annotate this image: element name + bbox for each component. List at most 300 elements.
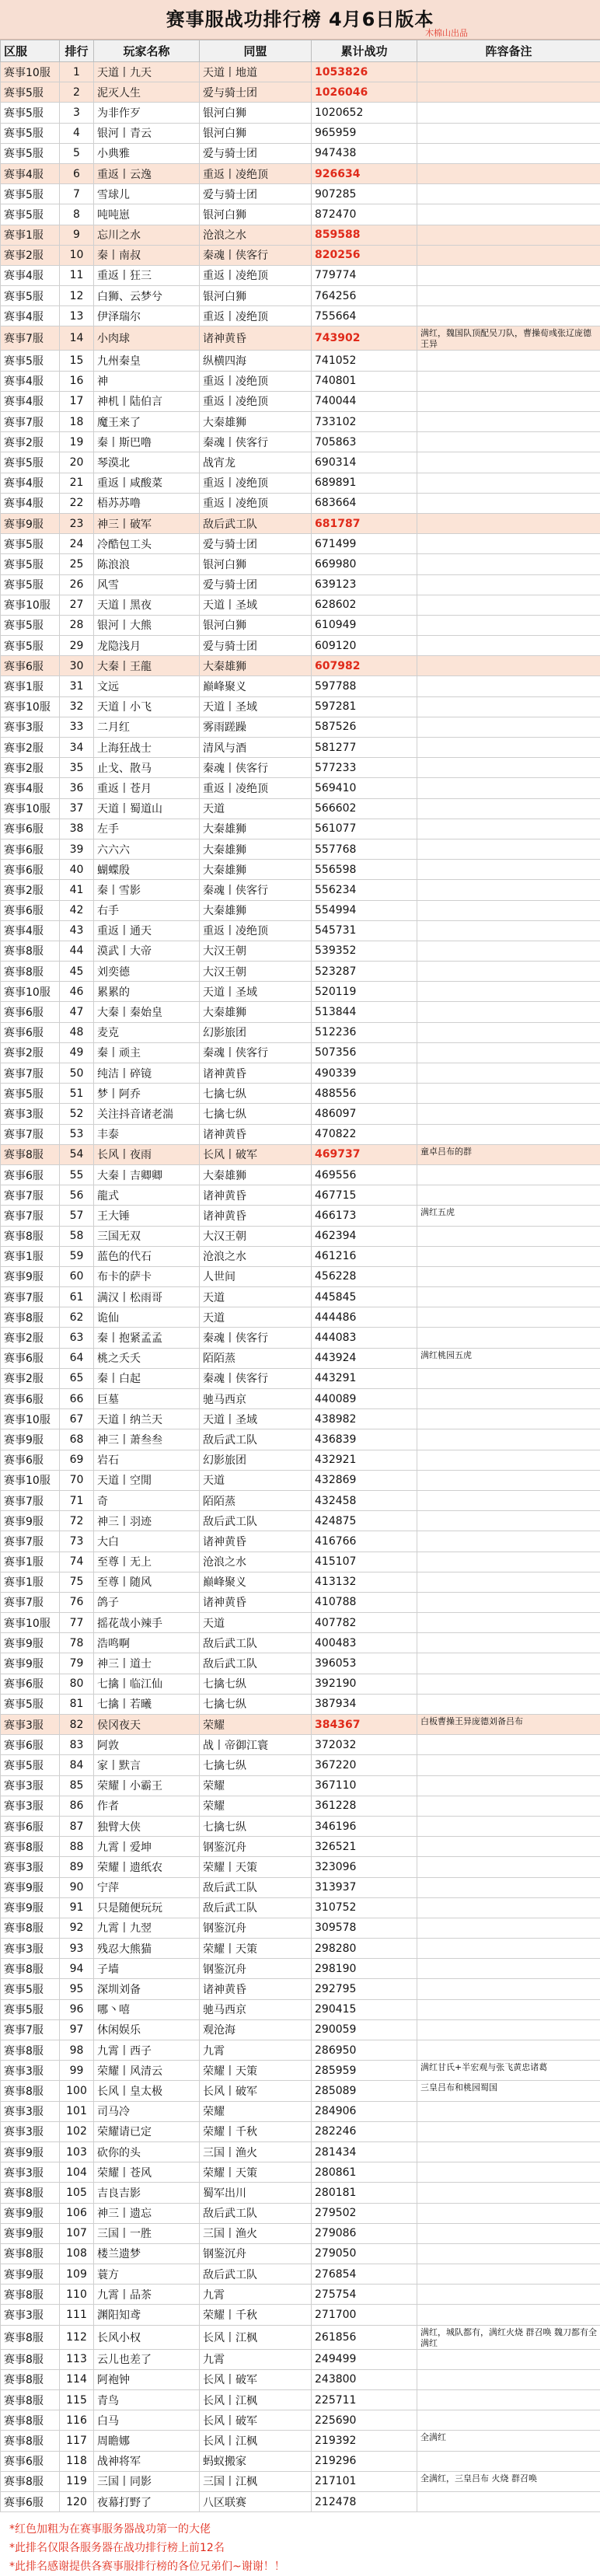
cell-alliance: 诸神黄昏	[200, 1063, 312, 1084]
cell-rank: 33	[60, 717, 94, 737]
cell-note	[417, 2264, 600, 2285]
cell-note	[417, 62, 600, 82]
cell-rank: 91	[60, 1897, 94, 1918]
cell-alliance: 钢鉴沉舟	[200, 1837, 312, 1857]
table-row	[1, 452, 600, 473]
table-row	[1, 554, 600, 574]
cell-server: 赛事8服	[1, 1918, 60, 1938]
cell-alliance: 重返丨凌绝顶	[200, 920, 312, 941]
cell-server: 赛事3服	[1, 1796, 60, 1816]
cell-alliance: 大秦雄狮	[200, 819, 312, 839]
cell-server: 赛事8服	[1, 1307, 60, 1328]
cell-alliance: 敌后武工队	[200, 1877, 312, 1897]
cell-alliance: 长风丨破军	[200, 1144, 312, 1164]
cell-server: 赛事2服	[1, 1328, 60, 1348]
cell-note	[417, 143, 600, 163]
table-row	[1, 2183, 600, 2203]
table-row	[1, 1368, 600, 1388]
cell-player: 白狮、云梦兮	[94, 286, 200, 306]
cell-player: 忘川之水	[94, 225, 200, 245]
cell-note	[417, 1694, 600, 1714]
cell-note	[417, 1755, 600, 1775]
cell-player: 天道丨小飞	[94, 696, 200, 717]
cell-player: 漠武丨大帝	[94, 941, 200, 961]
table-row	[1, 2349, 600, 2369]
cell-server: 赛事7服	[1, 1287, 60, 1307]
cell-player: 只是随便玩玩	[94, 1897, 200, 1918]
cell-note	[417, 636, 600, 656]
cell-rank: 70	[60, 1470, 94, 1490]
table-row	[1, 2325, 600, 2349]
cell-value: 367220	[312, 1755, 417, 1775]
cell-server: 赛事3服	[1, 2101, 60, 2121]
cell-rank: 49	[60, 1042, 94, 1063]
cell-alliance: 清风与酒	[200, 738, 312, 758]
cell-note	[417, 1918, 600, 1938]
cell-server: 赛事10服	[1, 982, 60, 1002]
cell-player: 荣耀丨苍风	[94, 2162, 200, 2183]
table-row	[1, 306, 600, 326]
cell-player: 伊泽瑞尔	[94, 306, 200, 326]
table-row	[1, 2264, 600, 2285]
cell-server: 赛事9服	[1, 1429, 60, 1450]
cell-value: 249499	[312, 2349, 417, 2369]
cell-rank: 103	[60, 2141, 94, 2162]
cell-alliance: 观沧海	[200, 2019, 312, 2040]
cell-player: 神三丨萧叁叁	[94, 1429, 200, 1450]
cell-note	[417, 2019, 600, 2040]
cell-player: 九霄丨九翌	[94, 1918, 200, 1938]
cell-server: 赛事9服	[1, 1633, 60, 1653]
cell-value: 298280	[312, 1939, 417, 1959]
table-row	[1, 615, 600, 635]
cell-rank: 25	[60, 554, 94, 574]
cell-player: 神三丨遗忘	[94, 2203, 200, 2223]
table-row	[1, 1002, 600, 1022]
table-row	[1, 245, 600, 265]
table-row	[1, 2410, 600, 2431]
cell-value: 384367	[312, 1715, 417, 1735]
table-row	[1, 1226, 600, 1246]
cell-rank: 15	[60, 351, 94, 371]
cell-player: 子墙	[94, 1959, 200, 1979]
cell-rank: 6	[60, 163, 94, 183]
cell-note	[417, 656, 600, 676]
cell-value: 561077	[312, 819, 417, 839]
cell-rank: 48	[60, 1022, 94, 1042]
cell-player: 蓝色的代石	[94, 1246, 200, 1266]
cell-note	[417, 1368, 600, 1388]
cell-alliance: 诸神黄昏	[200, 1206, 312, 1226]
table-row	[1, 225, 600, 245]
cell-server: 赛事4服	[1, 163, 60, 183]
cell-value: 820256	[312, 245, 417, 265]
table-row	[1, 982, 600, 1002]
cell-note	[417, 574, 600, 595]
table-row	[1, 1775, 600, 1796]
cell-server: 赛事9服	[1, 1897, 60, 1918]
cell-alliance: 沧浪之水	[200, 1246, 312, 1266]
cell-rank: 87	[60, 1816, 94, 1836]
cell-player: 神三丨羽迹	[94, 1511, 200, 1531]
cell-player: 风雪	[94, 574, 200, 595]
cell-value: 225690	[312, 2410, 417, 2431]
cell-alliance: 天道	[200, 1287, 312, 1307]
cell-rank: 5	[60, 143, 94, 163]
cell-note	[417, 2162, 600, 2183]
cell-alliance: 重返丨凌绝顶	[200, 163, 312, 183]
cell-server: 赛事6服	[1, 860, 60, 880]
cell-rank: 52	[60, 1104, 94, 1124]
cell-server: 赛事4服	[1, 778, 60, 798]
cell-rank: 65	[60, 1368, 94, 1388]
cell-alliance: 大秦雄狮	[200, 839, 312, 859]
cell-rank: 83	[60, 1735, 94, 1755]
cell-rank: 72	[60, 1511, 94, 1531]
cell-rank: 43	[60, 920, 94, 941]
cell-alliance: 陌陌蒸	[200, 1348, 312, 1368]
cell-alliance: 荣耀丨天策	[200, 1939, 312, 1959]
table-row	[1, 2040, 600, 2061]
cell-server: 赛事3服	[1, 2305, 60, 2325]
cell-rank: 3	[60, 103, 94, 123]
table-row	[1, 2451, 600, 2471]
cell-rank: 80	[60, 1674, 94, 1694]
cell-server: 赛事9服	[1, 1653, 60, 1674]
cell-player: 秦丨南叔	[94, 245, 200, 265]
cell-value: 275754	[312, 2285, 417, 2305]
cell-player: 九州秦皇	[94, 351, 200, 371]
cell-alliance: 三国丨江枫	[200, 2471, 312, 2491]
table-row	[1, 1063, 600, 1084]
cell-alliance: 银河白狮	[200, 204, 312, 225]
cell-server: 赛事10服	[1, 62, 60, 82]
cell-rank: 106	[60, 2203, 94, 2223]
cell-alliance: 九霄	[200, 2285, 312, 2305]
cell-note	[417, 1063, 600, 1084]
cell-value: 444083	[312, 1328, 417, 1348]
cell-alliance: 大汉王朝	[200, 1226, 312, 1246]
cell-player: 九霄丨爱坤	[94, 1837, 200, 1857]
cell-note: 满红桃园五虎	[417, 1348, 600, 1368]
cell-note	[417, 696, 600, 717]
table-row	[1, 326, 600, 351]
cell-server: 赛事2服	[1, 880, 60, 900]
cell-note	[417, 1511, 600, 1531]
cell-alliance: 长风丨江枫	[200, 2325, 312, 2349]
table-row	[1, 62, 600, 82]
cell-value: 545731	[312, 920, 417, 941]
cell-player: 雪球儿	[94, 184, 200, 204]
cell-rank: 90	[60, 1877, 94, 1897]
cell-player: 秦丨顽主	[94, 1042, 200, 1063]
cell-rank: 42	[60, 900, 94, 920]
table-body	[1, 62, 600, 2512]
cell-alliance: 敌后武工队	[200, 1511, 312, 1531]
cell-rank: 12	[60, 286, 94, 306]
table-row	[1, 574, 600, 595]
cell-rank: 16	[60, 371, 94, 391]
cell-value: 432458	[312, 1490, 417, 1510]
cell-alliance: 七擒七纵	[200, 1084, 312, 1104]
cell-note	[417, 245, 600, 265]
cell-player: 重返丨狂三	[94, 265, 200, 285]
cell-rank: 67	[60, 1409, 94, 1429]
cell-value: 432921	[312, 1450, 417, 1470]
table-row	[1, 738, 600, 758]
cell-rank: 57	[60, 1206, 94, 1226]
cell-server: 赛事9服	[1, 513, 60, 533]
cell-rank: 96	[60, 1999, 94, 2019]
cell-alliance: 诸神黄昏	[200, 1979, 312, 1999]
table-row	[1, 2491, 600, 2511]
cell-note	[417, 819, 600, 839]
cell-player: 纯洁丨碎镜	[94, 1063, 200, 1084]
cell-server: 赛事6服	[1, 1348, 60, 1368]
cell-note	[417, 265, 600, 285]
cell-value: 243800	[312, 2369, 417, 2389]
cell-server: 赛事8服	[1, 2369, 60, 2389]
cell-rank: 99	[60, 2061, 94, 2081]
cell-player: 吉良吉影	[94, 2183, 200, 2203]
cell-alliance: 雾雨蹉躁	[200, 717, 312, 737]
cell-rank: 14	[60, 326, 94, 351]
cell-rank: 37	[60, 798, 94, 819]
cell-rank: 58	[60, 1226, 94, 1246]
table-row	[1, 351, 600, 371]
table-row	[1, 286, 600, 306]
cell-value: 280861	[312, 2162, 417, 2183]
cell-player: 刘奕德	[94, 962, 200, 982]
cell-value: 290059	[312, 2019, 417, 2040]
cell-alliance: 爱与骑士团	[200, 574, 312, 595]
cell-value: 683664	[312, 493, 417, 513]
cell-value: 671499	[312, 534, 417, 554]
cell-server: 赛事7服	[1, 1063, 60, 1084]
cell-rank: 59	[60, 1246, 94, 1266]
cell-value: 486097	[312, 1104, 417, 1124]
table-row	[1, 595, 600, 615]
cell-note	[417, 554, 600, 574]
cell-note: 全满红	[417, 2431, 600, 2451]
cell-player: 蝴蝶殷	[94, 860, 200, 880]
table-row	[1, 2141, 600, 2162]
cell-server: 赛事2服	[1, 1042, 60, 1063]
cell-rank: 86	[60, 1796, 94, 1816]
cell-alliance: 敌后武工队	[200, 1653, 312, 1674]
cell-server: 赛事9服	[1, 1511, 60, 1531]
cell-note	[417, 2040, 600, 2061]
cell-player: 丰泰	[94, 1124, 200, 1144]
cell-note	[417, 962, 600, 982]
cell-value: 367110	[312, 1775, 417, 1796]
cell-server: 赛事3服	[1, 2061, 60, 2081]
table-row	[1, 1124, 600, 1144]
cell-rank: 98	[60, 2040, 94, 2061]
cell-rank: 92	[60, 1918, 94, 1938]
cell-alliance: 沧浪之水	[200, 225, 312, 245]
cell-player: 宁萍	[94, 1877, 200, 1897]
cell-player: 三国无双	[94, 1226, 200, 1246]
table-row	[1, 778, 600, 798]
cell-value: 965959	[312, 123, 417, 143]
cell-value: 326521	[312, 1837, 417, 1857]
cell-rank: 56	[60, 1185, 94, 1206]
cell-alliance: 巅峰聚义	[200, 1572, 312, 1592]
table-row	[1, 123, 600, 143]
cell-player: 砍你的头	[94, 2141, 200, 2162]
cell-player: 夜幕打野了	[94, 2491, 200, 2511]
table-row	[1, 2223, 600, 2243]
cell-player: 巨墓	[94, 1389, 200, 1409]
cell-note	[417, 123, 600, 143]
cell-value: 628602	[312, 595, 417, 615]
cell-server: 赛事4服	[1, 473, 60, 493]
cell-rank: 113	[60, 2349, 94, 2369]
cell-value: 290415	[312, 1999, 417, 2019]
cell-rank: 111	[60, 2305, 94, 2325]
header-note: 阵容备注	[417, 40, 600, 62]
table-header-row	[1, 40, 600, 62]
cell-rank: 71	[60, 1490, 94, 1510]
table-row	[1, 1939, 600, 1959]
cell-player: 泥灭人生	[94, 82, 200, 103]
cell-player: 秦丨斯巴噜	[94, 432, 200, 452]
cell-rank: 117	[60, 2431, 94, 2451]
cell-server: 赛事3服	[1, 1775, 60, 1796]
cell-note	[417, 452, 600, 473]
cell-alliance: 爱与骑士团	[200, 534, 312, 554]
cell-server: 赛事6服	[1, 1450, 60, 1470]
table-row	[1, 900, 600, 920]
cell-note	[417, 1307, 600, 1328]
cell-value: 445845	[312, 1287, 417, 1307]
cell-alliance: 幻影旅团	[200, 1450, 312, 1470]
cell-note	[417, 1837, 600, 1857]
table-row	[1, 1287, 600, 1307]
cell-server: 赛事3服	[1, 1939, 60, 1959]
cell-note	[417, 82, 600, 103]
cell-player: 大白	[94, 1531, 200, 1552]
cell-rank: 2	[60, 82, 94, 103]
cell-alliance: 荣耀丨千秋	[200, 2305, 312, 2325]
cell-alliance: 蜀军出川	[200, 2183, 312, 2203]
cell-rank: 18	[60, 412, 94, 432]
table-row	[1, 1348, 600, 1368]
cell-value: 690314	[312, 452, 417, 473]
cell-rank: 9	[60, 225, 94, 245]
cell-note	[417, 286, 600, 306]
cell-player: 右手	[94, 900, 200, 920]
cell-alliance: 三国丨渔火	[200, 2223, 312, 2243]
cell-value: 310752	[312, 1897, 417, 1918]
cell-rank: 88	[60, 1837, 94, 1857]
cell-player: 云儿也差了	[94, 2349, 200, 2369]
cell-value: 755664	[312, 306, 417, 326]
cell-rank: 104	[60, 2162, 94, 2183]
cell-rank: 31	[60, 676, 94, 696]
cell-alliance: 天道丨圣域	[200, 595, 312, 615]
cell-alliance: 陌陌蒸	[200, 1490, 312, 1510]
cell-note: 满红，魏国队顶配吴刀队，曹操荀彧张辽庞德王异	[417, 326, 600, 351]
cell-server: 赛事6服	[1, 1735, 60, 1755]
cell-note	[417, 1490, 600, 1510]
cell-server: 赛事6服	[1, 819, 60, 839]
cell-server: 赛事10服	[1, 595, 60, 615]
cell-value: 872470	[312, 204, 417, 225]
cell-server: 赛事6服	[1, 1816, 60, 1836]
cell-alliance: 大秦雄狮	[200, 656, 312, 676]
cell-player: 长风丨夜雨	[94, 1144, 200, 1164]
cell-rank: 54	[60, 1144, 94, 1164]
table-row	[1, 1246, 600, 1266]
cell-alliance: 诸神黄昏	[200, 1531, 312, 1552]
cell-note	[417, 1796, 600, 1816]
cell-note	[417, 412, 600, 432]
cell-alliance: 大汉王朝	[200, 941, 312, 961]
table-row	[1, 2285, 600, 2305]
cell-server: 赛事5服	[1, 1999, 60, 2019]
table-row	[1, 880, 600, 900]
cell-alliance: 秦魂丨侠客行	[200, 1042, 312, 1063]
cell-value: 488556	[312, 1084, 417, 1104]
cell-player: 神	[94, 371, 200, 391]
cell-alliance: 荣耀丨天策	[200, 2162, 312, 2183]
cell-rank: 69	[60, 1450, 94, 1470]
cell-note	[417, 1084, 600, 1104]
cell-alliance: 荣耀	[200, 1775, 312, 1796]
cell-player: 司马冷	[94, 2101, 200, 2121]
cell-value: 705863	[312, 432, 417, 452]
table-row	[1, 265, 600, 285]
cell-value: 907285	[312, 184, 417, 204]
cell-player: 三国丨同影	[94, 2471, 200, 2491]
cell-server: 赛事2服	[1, 245, 60, 265]
header-alliance: 同盟	[200, 40, 312, 62]
table-row	[1, 1389, 600, 1409]
cell-value: 581277	[312, 738, 417, 758]
cell-player: 大秦丨吉卿卿	[94, 1164, 200, 1185]
cell-server: 赛事7服	[1, 1124, 60, 1144]
cell-value: 733102	[312, 412, 417, 432]
cell-value: 217101	[312, 2471, 417, 2491]
table-row	[1, 2471, 600, 2491]
cell-note	[417, 2285, 600, 2305]
cell-note	[417, 1266, 600, 1286]
cell-player: 独臂大侠	[94, 1816, 200, 1836]
cell-value: 557768	[312, 839, 417, 859]
table-row	[1, 163, 600, 183]
cell-server: 赛事9服	[1, 2203, 60, 2223]
cell-player: 九霄丨西子	[94, 2040, 200, 2061]
cell-alliance: 银河白狮	[200, 103, 312, 123]
cell-server: 赛事7服	[1, 1531, 60, 1552]
cell-player: 天道丨九天	[94, 62, 200, 82]
cell-server: 赛事3服	[1, 1715, 60, 1735]
cell-alliance: 人世间	[200, 1266, 312, 1286]
cell-note	[417, 1124, 600, 1144]
table-row	[1, 1796, 600, 1816]
cell-alliance: 秦魂丨侠客行	[200, 758, 312, 778]
cell-rank: 22	[60, 493, 94, 513]
cell-value: 1053826	[312, 62, 417, 82]
cell-alliance: 爱与骑士团	[200, 636, 312, 656]
cell-rank: 45	[60, 962, 94, 982]
cell-alliance: 战宵龙	[200, 452, 312, 473]
cell-server: 赛事5服	[1, 452, 60, 473]
cell-player: 荣耀丨小霸王	[94, 1775, 200, 1796]
cell-rank: 77	[60, 1613, 94, 1633]
